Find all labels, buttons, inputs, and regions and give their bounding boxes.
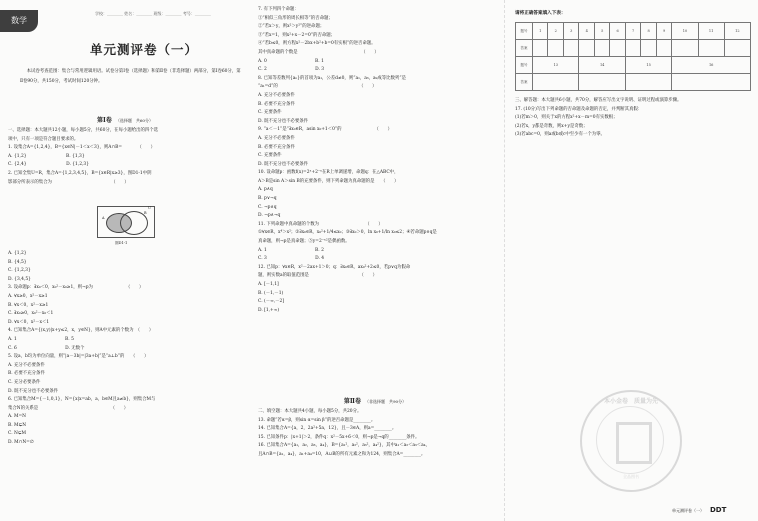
question-line: C. {1,2,3} bbox=[8, 268, 31, 274]
question-number-cell: 1 bbox=[533, 23, 548, 40]
answer-row-header: 题号 bbox=[516, 57, 533, 74]
answer-cell[interactable] bbox=[641, 40, 656, 57]
question-line: 题，则实数a的取值范围是 （ ） bbox=[258, 273, 377, 279]
question-line: C. 3 D. 4 bbox=[258, 256, 325, 262]
seal-emblem bbox=[616, 422, 652, 464]
answer-table bbox=[515, 22, 751, 91]
question-line: D. [1,+∞) bbox=[258, 307, 280, 313]
question-line: 11. 下列命题中真命题的个数为 （ ） bbox=[258, 221, 383, 227]
question-line: A. {1,2} bbox=[8, 251, 27, 256]
question-line: A. 0 B. 1 bbox=[258, 58, 324, 64]
question-line: 真命题，则¬p是真命题；⑤y=2⁻ˣ²是偶函数。 bbox=[258, 239, 350, 245]
question-line: 7. 有下列四个命题： bbox=[258, 7, 299, 12]
question-line: D. ¬p∧¬q bbox=[258, 213, 281, 219]
question-line: (1)若m＞0，则关于x的方程x²+x－m=0有实数根； bbox=[515, 115, 618, 121]
question-line: 二、填空题：本大题共4小题，每小题5分，共20分。 bbox=[258, 409, 362, 414]
question-line: 13. 命题“若α=β，则sin α=sin β”的逆否命题是________。 bbox=[258, 417, 376, 423]
question-line: 15. 已知条件p：|x+1|＞2，条件q：x²－5x+6＜0，则¬p是¬q的________条件。 bbox=[258, 434, 420, 440]
question-line: C. 充要条件 bbox=[258, 110, 282, 116]
question-line: (2)若x，y都是奇数，则x+y是奇数； bbox=[515, 123, 588, 129]
question-line: D. 既不充分也不必要条件 bbox=[258, 161, 309, 167]
question-number-cell: 4 bbox=[579, 23, 594, 40]
question-line: 10. 设命题p：函数f(x)=2ˣ+2⁻ˣ在R上单调递增，命题q：在△ABC中， bbox=[258, 170, 399, 176]
question-line: C. 充分必要条件 bbox=[8, 379, 41, 385]
exam-title: 单元测评卷（一） bbox=[90, 42, 199, 57]
question-line: B. M⊊N bbox=[8, 422, 27, 428]
question-line: 影部分所表示的集合为 （ ） bbox=[8, 179, 129, 185]
question-line: C. (－∞,－2] bbox=[258, 299, 285, 305]
question-line: A. 充分不必要条件 bbox=[258, 135, 295, 141]
question-line: C. 6 D. 无数个 bbox=[8, 345, 85, 351]
question-line: D. {3,4,5} bbox=[8, 276, 31, 282]
subject-tab: 数学 bbox=[0, 10, 38, 32]
publisher-seal bbox=[580, 390, 682, 492]
question-line: (3)若abc=0，则a或b或c中至少有一个为零。 bbox=[515, 132, 605, 138]
figure-caption: 图D1-1 bbox=[115, 241, 128, 245]
seal-text: 本小金卷 质量为先 bbox=[603, 398, 658, 405]
question-line: 一、选择题：本大题共12小题，每小题5分，共60分，在每小题给出的四个选 bbox=[8, 128, 159, 133]
question-line: ①∀x∈R，x⁴＞x²；②∃x₀∈R，x₀²+1/4≤x₀；③∃x₀＞0，ln x₀+1/ln x₀≤2；④若命题p∨q是 bbox=[258, 230, 437, 236]
part2-heading bbox=[250, 396, 500, 405]
question-line: 集合N的关系是 （ ） bbox=[8, 405, 129, 411]
question-line: A＞B是sin A＞sin B的充要条件，则下列命题为真命题的是 （ ） bbox=[258, 178, 399, 184]
page-footer bbox=[672, 506, 726, 514]
part2-title: 第Ⅱ卷 bbox=[343, 398, 361, 405]
question-line: D. M∩N=∅ bbox=[8, 440, 34, 446]
answer-cell[interactable] bbox=[594, 40, 609, 57]
column-1-questions-continued bbox=[8, 250, 155, 448]
column-2-fill-in bbox=[258, 408, 430, 460]
venn-label-b: B bbox=[144, 211, 147, 215]
question-number-cell: 14 bbox=[579, 57, 625, 74]
part2-subtitle: （非选择题 共90分） bbox=[364, 399, 407, 404]
question-line: A. M=N bbox=[8, 414, 26, 420]
answer-cell[interactable] bbox=[698, 40, 724, 57]
question-number-cell: 6 bbox=[610, 23, 625, 40]
question-line: D. 既不充分也不必要条件 bbox=[258, 118, 309, 124]
answer-cell[interactable] bbox=[533, 40, 548, 57]
column-2-questions bbox=[258, 6, 437, 315]
answer-cell[interactable] bbox=[672, 74, 751, 91]
question-line: 8. 已知等差数列{aₙ}的首项为a₁，公差d≠0，则“a₁，a₃，a₉成等比数列”是 bbox=[258, 75, 406, 81]
question-line: B. p∨¬q bbox=[258, 196, 277, 202]
question-line: 9. “a＜－1”是“∃x₀∈R，asin x₀+1＜0”的 （ ） bbox=[258, 127, 392, 133]
question-line: ②“若x＞y，则x²＞y²”的逆命题； bbox=[258, 24, 325, 30]
question-number-cell: 10 bbox=[672, 23, 698, 40]
question-line: A. [－1,1] bbox=[258, 282, 279, 287]
question-line: 3. 设命题p：∃x₀＜0，x₀²－x₀≥1，则¬p为 （ ） bbox=[8, 285, 144, 291]
answer-cell[interactable] bbox=[579, 74, 625, 91]
answer-cell[interactable] bbox=[548, 40, 563, 57]
venn-label-a: A bbox=[102, 216, 105, 220]
question-line: ①“相似三角形的周长相等”的否命题； bbox=[258, 15, 333, 21]
question-line: 2. 已知全集U=R，集合A={1,2,3,4,5}，B={x∈R|x≥3}，图D1-1中阴 bbox=[8, 170, 152, 176]
answer-row-header: 题号 bbox=[516, 23, 533, 40]
question-line: 12. 已知p：∀x∈R，x²－2ax+1＞0；q：∃x₀∈R，ax₀²+2≤0，若p∨q为假命 bbox=[258, 264, 411, 270]
question-line: B. 必要不充分条件 bbox=[258, 101, 295, 107]
question-line: A. 1 B. 2 bbox=[258, 247, 324, 253]
student-info-bar: 学校：________ 姓名：________ 班级：________ 考号：________ bbox=[95, 11, 211, 16]
answer-cell[interactable] bbox=[533, 74, 579, 91]
question-line: A. ∀x≥0，x²－x≥1 bbox=[8, 293, 48, 299]
question-number-cell: 16 bbox=[672, 57, 751, 74]
question-line: 5. 设a，b均为单位向量，则“|a－3b|=|3a+b|”是“a⊥b”的 （ ） bbox=[8, 354, 149, 360]
question-line: 14. 已知集合A={a，2，2a²+5a，12}，且－3∈A，则a=________。 bbox=[258, 426, 397, 432]
question-line: C. 充要条件 bbox=[258, 153, 282, 159]
question-number-cell: 11 bbox=[698, 23, 724, 40]
answer-row-header: 答案 bbox=[516, 40, 533, 57]
venn-label-u: U bbox=[148, 206, 151, 210]
part1-heading bbox=[0, 115, 250, 124]
answer-cell[interactable] bbox=[656, 40, 671, 57]
question-line: A. p∧q bbox=[258, 187, 273, 193]
question-number-cell: 7 bbox=[625, 23, 640, 40]
question-number-cell: 8 bbox=[641, 23, 656, 40]
answer-cell[interactable] bbox=[625, 40, 640, 57]
footer-label: 单元测评卷（一） bbox=[672, 508, 704, 513]
question-line: 6. 已知集合M={－1,0,1}，N={x|x=ab，a，b∈M且a≠b}，则集合M与 bbox=[8, 397, 156, 403]
question-line: B. 必要不充分条件 bbox=[8, 371, 45, 377]
question-line: 16. 已知集合A={a₁，a₂，a₃，a₄}，B={a₁²，a₂²，a₃²，a₄²}，其中a₁＜a₂＜a₃＜a₄， bbox=[258, 443, 430, 449]
question-line: D. ∀x＜0，x²－x＜1 bbox=[8, 319, 50, 325]
question-number-cell: 13 bbox=[533, 57, 579, 74]
answer-cell[interactable] bbox=[579, 40, 594, 57]
question-line: 项中，只有一项是符合题目要求的。 bbox=[8, 136, 79, 142]
answer-cell[interactable] bbox=[563, 40, 578, 57]
question-line: A. 1 B. 5 bbox=[8, 336, 74, 342]
question-line: A. {1,2} B. {1,3} bbox=[8, 153, 85, 159]
question-number-cell: 2 bbox=[548, 23, 563, 40]
column-1-questions bbox=[8, 127, 158, 187]
answer-cell[interactable] bbox=[625, 74, 671, 91]
question-number-cell: 15 bbox=[625, 57, 671, 74]
question-line: B. 必要不充分条件 bbox=[258, 144, 295, 150]
question-line: 1. 设集合A={1,2,4}，B={x∈N|－1＜x＜3}，则A∩B= （ ） bbox=[8, 145, 155, 151]
question-line: 其中真命题的个数是 （ ） bbox=[258, 49, 379, 55]
footer-code: DDT bbox=[710, 506, 727, 514]
question-line: 且A∩B={a₁，a₄}，a₁+a₄=10，A∪B的所有元素之和为124，则集合A=________。 bbox=[258, 451, 426, 457]
answer-cell[interactable] bbox=[724, 40, 750, 57]
part1-subtitle: （选择题 共60分） bbox=[115, 118, 153, 123]
answer-row-header: 答案 bbox=[516, 74, 533, 91]
question-line: C. 2 D. 3 bbox=[258, 67, 325, 73]
question-number-cell: 5 bbox=[594, 23, 609, 40]
question-line: C. ∃x₀≥0，x₀²－x₀＜1 bbox=[8, 311, 54, 317]
answer-cell[interactable] bbox=[610, 40, 625, 57]
question-line: B. ∀x＜0，x²－x≥1 bbox=[8, 302, 49, 308]
venn-diagram bbox=[97, 206, 155, 238]
question-line: D. 既不充分也不必要条件 bbox=[8, 388, 59, 394]
part1-title: 第Ⅰ卷 bbox=[97, 117, 112, 124]
question-line: 17. (10分)写出下列命题的否命题及命题的否定，并判断其真假： bbox=[515, 106, 643, 112]
question-line: C. ¬p∧q bbox=[258, 204, 277, 210]
answer-cell[interactable] bbox=[672, 40, 698, 57]
question-line: ④“若b≤0，则方程x²－2bx+b²+b=0有实根”的逆否命题。 bbox=[258, 41, 376, 47]
question-line: ③“若x=1，则x²+x－2=0”的否命题； bbox=[258, 32, 336, 38]
fold-line bbox=[504, 0, 505, 521]
answer-table-title: 请将正确答案填入下表： bbox=[515, 11, 566, 16]
question-number-cell: 12 bbox=[724, 23, 750, 40]
question-line: “a₁=d”的 （ ） bbox=[258, 84, 377, 90]
question-line: A. 充分不必要条件 bbox=[8, 362, 45, 368]
column-3-questions bbox=[515, 97, 681, 140]
question-line: 4. 已知集合A={(x,y)|x+y≤2，x，y∈N}，则A中元素的个数为 （ ） bbox=[8, 328, 154, 334]
question-line: 三、解答题：本大题共6小题，共70分，解答应写出文字说明、证明过程或演算步骤。 bbox=[515, 98, 682, 103]
exam-intro: 本试卷考查范围：集合与常用逻辑用语。试卷分第Ⅰ卷（选择题）和第Ⅱ卷（非选择题）两部分，第Ⅰ卷60分，第Ⅱ卷90分，共150分，考试时间120分钟。 bbox=[20, 69, 241, 84]
question-line: A. 充分不必要条件 bbox=[258, 92, 295, 98]
question-line: B. {4,5} bbox=[8, 259, 27, 265]
question-line: C. {2,4} D. {1,2,3} bbox=[8, 162, 89, 168]
question-number-cell: 9 bbox=[656, 23, 671, 40]
question-number-cell: 3 bbox=[563, 23, 578, 40]
seal-bottom-text: 全品图书 bbox=[623, 474, 639, 479]
question-line: C. N⊊M bbox=[8, 431, 27, 437]
question-line: B. (－1,－1) bbox=[258, 290, 284, 296]
